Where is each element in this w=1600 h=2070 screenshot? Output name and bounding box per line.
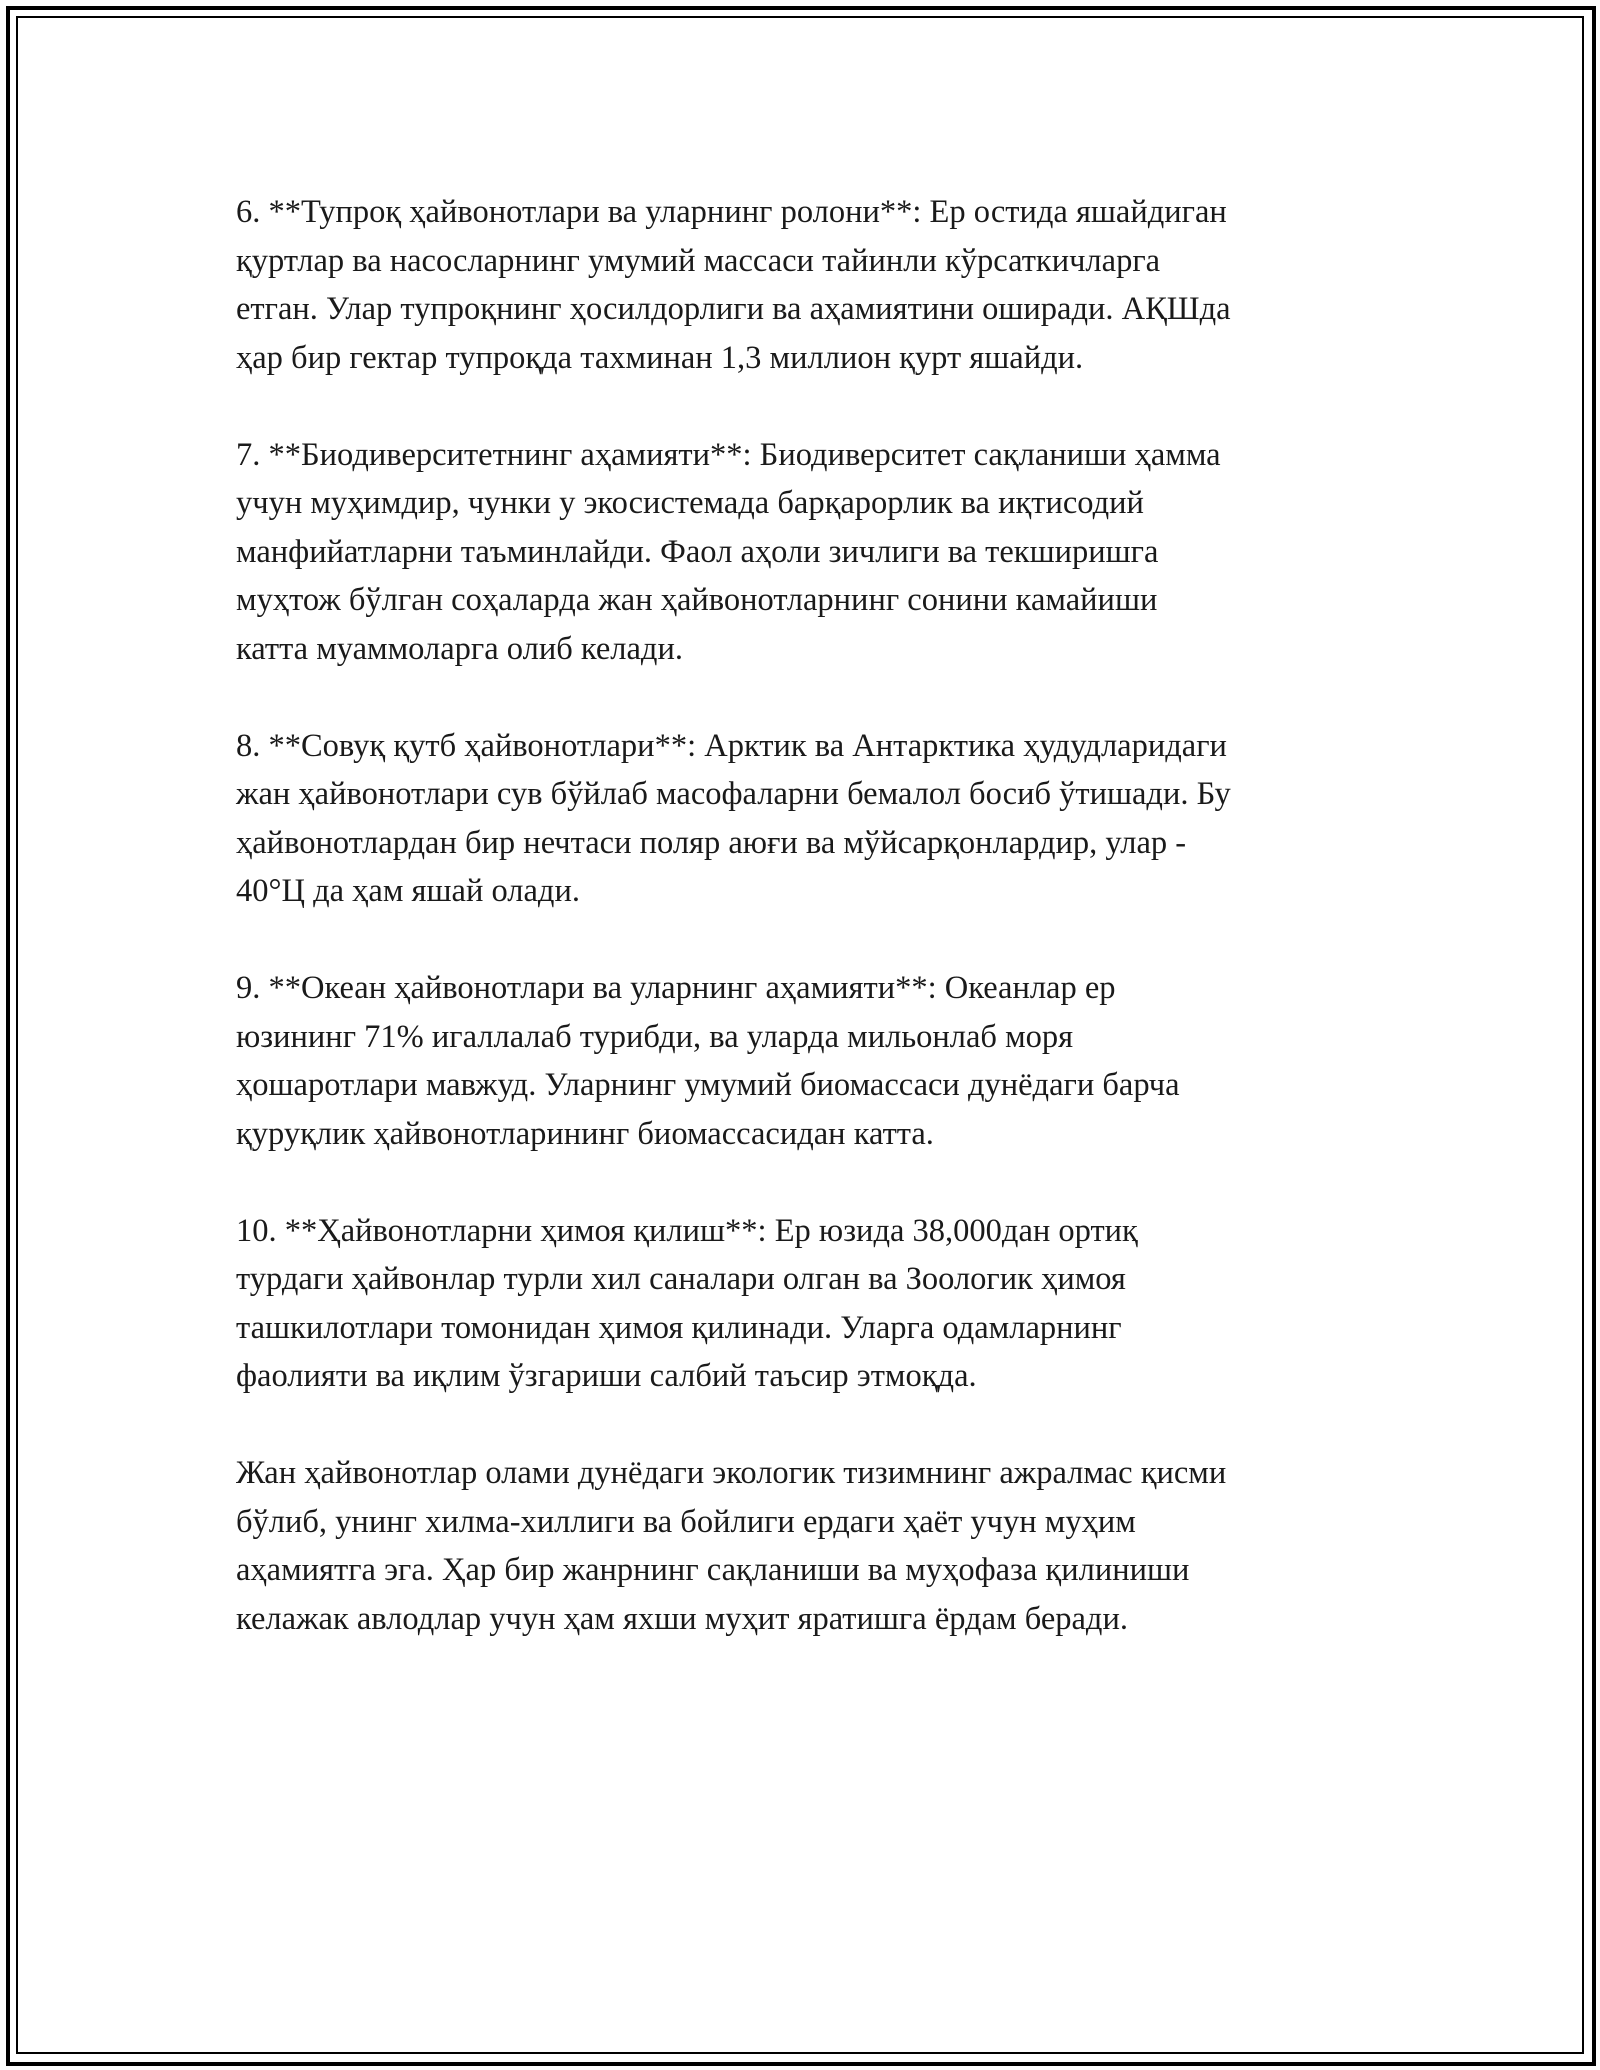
paragraph-ocean-animals: 9. **Океан ҳайвонотлари ва уларнинг аҳамияти**: Океанлар ер юзининг 71% игаллалаб турибди, ва уларда мильонлаб моря ҳошаротлари мавжуд. Уларнинг умумий биомассаси дунёдаги барча қуруқлик ҳайвонотларининг биомассасидан катта. — [236, 970, 1180, 1152]
paragraph-conclusion: Жан ҳайвонотлар олами дунёдаги экологик тизимнинг ажралмас қисми бўлиб, унинг хилма-хиллиги ва бойлиги ердаги ҳаёт учун муҳим аҳамиятга эга. Ҳар бир жанрнинг сақланиши ва муҳофаза қилиниши келажак авлодлар учун ҳам яхши муҳит яратишга ёрдам беради. — [236, 1455, 1227, 1637]
paragraph-soil-animals: 6. **Тупроқ ҳайвонотлари ва уларнинг ролони**: Ер остида яшайдиган қуртлар ва насосларнинг умумий массаси тайинли кўрсаткичларга етган. Улар тупроқнинг ҳосилдорлиги ва аҳамиятини оширади. АҚШда ҳар бир гектар тупроқда тахминан 1,3 миллион қурт яшайди. — [236, 194, 1231, 376]
paragraph-biodiversity: 7. **Биодиверситетнинг аҳамияти**: Биодиверситет сақланиши ҳамма учун муҳимдир, чунки у экосистемада барқарорлик ва иқтисодий манфийатларни таъминлайди. Фаол аҳоли зичлиги ва текширишга муҳтож бўлган соҳаларда жан ҳайвонотларнинг сонини камайиши катта муаммоларга олиб келади. — [236, 436, 1221, 667]
paragraph-polar-animals: 8. **Совуқ қутб ҳайвонотлари**: Арктик ва Антарктика ҳудудларидаги жан ҳайвонотлари сув бўйлаб масофаларни бемалол босиб ўтишади. Бу ҳайвонотлардан бир нечтаси поляр аюғи ва мўйсарқонлардир, улар - 40°Ц да ҳам яшай олади. — [236, 727, 1231, 909]
document-body — [236, 188, 1386, 1692]
paragraph-animal-protection: 10. **Ҳайвонотларни ҳимоя қилиш**: Ер юзида 38,000дан ортиқ турдаги ҳайвонлар турли хил саналари олган ва Зоологик ҳимоя ташкилотлари томонидан ҳимоя қилинади. Уларга одамларнинг фаолияти ва иқлим ўзгариши салбий таъсир этмоқда. — [236, 1212, 1138, 1394]
